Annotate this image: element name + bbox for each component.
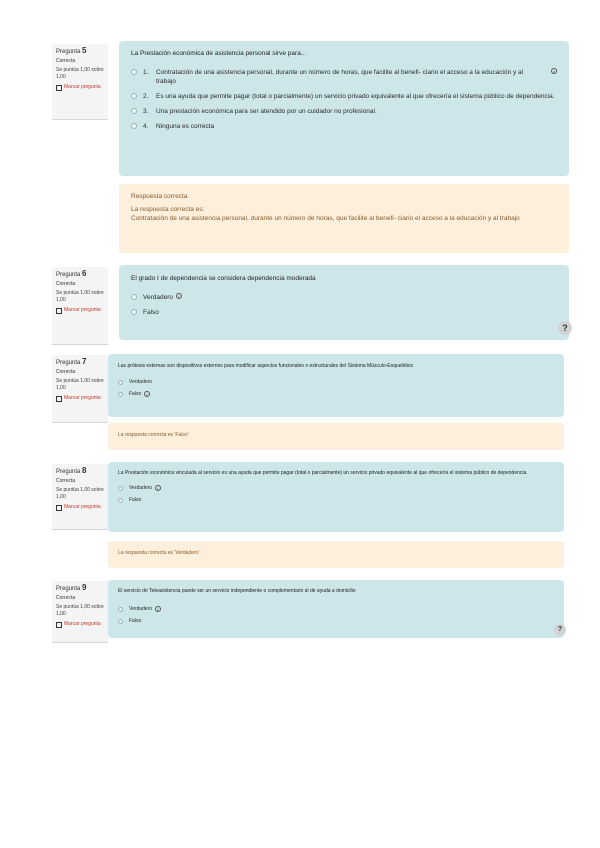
question-info-6 [52, 267, 108, 345]
question-number: 8 [82, 466, 87, 475]
answer-option-true[interactable] [118, 379, 554, 386]
answer-option-false[interactable] [118, 618, 554, 625]
question-status: Correcta [56, 58, 76, 64]
check-icon: ✓ [177, 294, 181, 299]
option-text: Es una ayuda que permite pagar (total o parcialmente) un servicio privado equivalente al que ofrecería el sistema público de dependencia. [156, 93, 555, 100]
question-label: Pregunta [56, 586, 81, 592]
check-icon: ✓ [156, 607, 160, 612]
question-status: Correcta [56, 369, 76, 375]
radio-button[interactable] [118, 619, 123, 624]
question-info-7 [52, 355, 108, 423]
option-text: Falso [129, 391, 142, 397]
feedback-box-5 [119, 184, 569, 253]
option-text: Verdadero [129, 485, 153, 491]
answer-option-1[interactable] [131, 68, 557, 86]
question-grade: Se puntúa 1,00 sobre 1,00 [56, 290, 104, 303]
check-icon: ✓ [145, 392, 149, 397]
option-text: Verdadero [129, 606, 153, 612]
question-text: Las prótesis externas son dispositivos externos para modificar aspectos funcionales o estructurales del Sistema Músculo-Esquelético [118, 363, 414, 369]
flag-icon [56, 622, 62, 628]
radio-button[interactable] [118, 607, 123, 612]
flag-question-label: Marcar pregunta [64, 84, 101, 90]
question-status: Correcta [56, 478, 76, 484]
option-text: Ninguna es correcta [156, 123, 215, 130]
option-text: Falso [143, 309, 159, 316]
question-text: El servicio de Teleasistencia puede ser un servicio independiente o complementario al de ayuda a domicilio [118, 588, 356, 594]
flag-icon [56, 505, 62, 511]
question-status: Correcta [56, 281, 76, 287]
flag-question-link[interactable] [56, 621, 104, 628]
question-number: 7 [82, 357, 87, 366]
question-status: Correcta [56, 595, 76, 601]
radio-button[interactable] [131, 69, 137, 75]
answer-option-false[interactable] [118, 497, 554, 504]
feedback-label: La respuesta correcta es: [131, 206, 205, 213]
question-box-6 [119, 265, 569, 340]
check-icon: ✓ [156, 486, 160, 491]
option-number: 2. [143, 93, 149, 100]
flag-question-label: Marcar pregunta [64, 621, 101, 627]
question-number: 6 [82, 269, 87, 278]
radio-button[interactable] [131, 309, 137, 315]
flag-question-label: Marcar pregunta [64, 504, 101, 510]
help-icon[interactable]: ? [558, 321, 572, 335]
question-label: Pregunta [56, 469, 81, 475]
question-info-9 [52, 581, 108, 643]
radio-button[interactable] [131, 123, 137, 129]
radio-button[interactable] [118, 392, 123, 397]
option-text: Falso [129, 618, 142, 624]
option-number: 3. [143, 108, 149, 115]
question-label: Pregunta [56, 272, 81, 278]
flag-question-label: Marcar pregunta [64, 395, 101, 401]
question-grade: Se puntúa 1,00 sobre 1,00 [56, 378, 104, 391]
option-number: 1. [143, 69, 149, 76]
radio-button[interactable] [118, 380, 123, 385]
answer-option-false[interactable] [131, 308, 557, 317]
flag-icon [56, 396, 62, 402]
flag-icon [56, 308, 62, 314]
option-text: Una prestación económica para ser atendido por un cuidador no profesional. [156, 108, 377, 115]
question-info-5 [52, 44, 108, 120]
flag-question-label: Marcar pregunta [64, 307, 101, 313]
answer-option-true[interactable] [131, 293, 557, 302]
option-number: 4. [143, 123, 149, 130]
feedback-box-8 [108, 541, 564, 568]
feedback-title: Respuesta correcta [131, 193, 188, 200]
question-grade: Se puntúa 1,00 sobre 1,00 [56, 487, 104, 500]
question-box-9 [108, 580, 564, 638]
option-text: Verdadero [143, 294, 173, 301]
feedback-box-7 [108, 423, 564, 450]
question-number: 5 [82, 46, 87, 55]
radio-button[interactable] [131, 93, 137, 99]
question-label: Pregunta [56, 49, 81, 55]
question-label: Pregunta [56, 360, 81, 366]
option-text: Verdadero [129, 379, 153, 385]
answer-option-3[interactable] [131, 107, 557, 116]
flag-question-link[interactable] [56, 504, 104, 511]
check-icon: ✓ [552, 69, 556, 74]
option-text: Falso [129, 497, 142, 503]
answer-option-4[interactable] [131, 122, 557, 131]
answer-option-true[interactable] [118, 606, 554, 613]
radio-button[interactable] [131, 294, 137, 300]
flag-question-link[interactable] [56, 84, 104, 91]
question-info-8 [52, 464, 108, 530]
question-text: La Prestación económica de asistencia personal sirve para... [131, 50, 307, 57]
question-text: La Prestación económica vinculada al servicio es una ayuda que permite pagar (total o parcialmente) un servicio privado equivalente al que ofrecería el sistema público de dependencia. [118, 470, 528, 476]
question-grade: Se puntúa 1,00 sobre 1,00 [56, 67, 104, 80]
radio-button[interactable] [131, 108, 137, 114]
question-box-7 [108, 354, 564, 417]
flag-question-link[interactable] [56, 395, 104, 402]
answer-option-false[interactable] [118, 391, 554, 398]
feedback-answer: Contratación de una asistencia personal, durante un número de horas, que facilite al benefi- ciario el acceso a la educación y al trabajo [131, 215, 520, 222]
question-number: 9 [82, 583, 87, 592]
feedback-answer: La respuesta correcta es 'Verdadero' [118, 550, 200, 556]
flag-icon [56, 85, 62, 91]
feedback-answer: La respuesta correcta es 'Falso' [118, 432, 189, 438]
answer-option-2[interactable] [131, 92, 557, 101]
question-text: El grado I de dependencia se considera dependencia moderada [131, 275, 316, 282]
answer-option-true[interactable] [118, 485, 554, 492]
flag-question-link[interactable] [56, 307, 104, 314]
question-box-8 [108, 462, 564, 532]
option-text: Contratación de una asistencia personal, durante un número de horas, que facilite al benefi- ciario el acceso a la educación y al trabajo [156, 69, 524, 85]
help-icon[interactable]: ? [554, 624, 566, 636]
radio-button[interactable] [118, 498, 123, 503]
radio-button[interactable] [118, 486, 123, 491]
question-grade: Se puntúa 1,00 sobre 1,00 [56, 604, 104, 617]
question-box-5 [119, 41, 569, 176]
